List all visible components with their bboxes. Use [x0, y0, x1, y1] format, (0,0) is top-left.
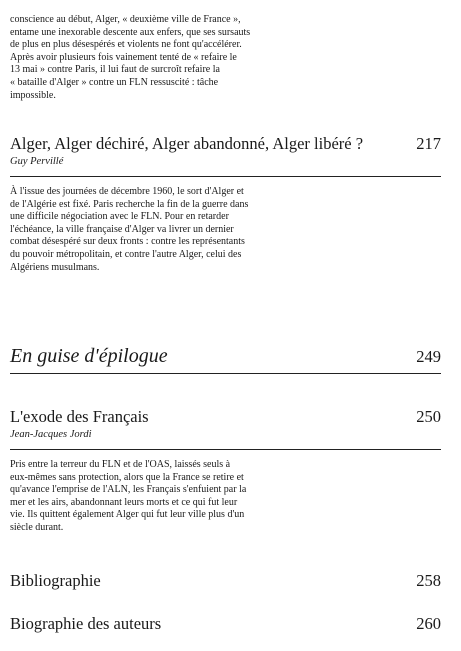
- toc-entry-author: Guy Pervillé: [10, 156, 64, 167]
- toc-entry-page-number: 260: [416, 614, 441, 633]
- text-line: vie. Ils quittent également Alger qui fut leur ville plus d'un: [10, 509, 245, 521]
- text-line: siècle durant.: [10, 521, 64, 533]
- toc-entry-page-number: 250: [416, 407, 441, 426]
- text-line: du pouvoir métropolitain, et contre l'autre Alger, celui des: [10, 248, 242, 260]
- toc-entry-author: Jean-Jacques Jordi: [10, 429, 92, 440]
- toc-entry-bibliography: Bibliographie: [10, 571, 101, 590]
- divider-rule: [10, 176, 441, 177]
- text-line: 13 mai » contre Paris, il lui faut de surcroît refaire la: [10, 64, 220, 76]
- section-title-epilogue: En guise d'épilogue: [10, 345, 168, 367]
- text-line: entame une inexorable descente aux enfers, que ses sursauts: [10, 26, 251, 38]
- toc-entry-author-biographies: Biographie des auteurs: [10, 614, 162, 633]
- text-line: de l'Algérie est fixé. Paris recherche la fin de la guerre dans: [10, 198, 249, 210]
- toc-entry-page-number: 217: [416, 134, 441, 153]
- toc-entry-summary: [10, 459, 246, 535]
- text-line: l'échéance, la ville française d'Alger va livrer un dernier: [10, 223, 234, 235]
- text-line: combat désespéré sur deux fronts : contre les représentants: [10, 236, 245, 248]
- section-page-number: 249: [416, 347, 441, 366]
- divider-rule: [10, 373, 441, 374]
- divider-rule: [10, 449, 441, 450]
- toc-entry-title: L'exode des Français: [10, 407, 149, 426]
- text-line: « bataille d'Alger » contre un FLN ressuscité : tâche: [10, 76, 219, 88]
- text-line: Pris entre la terreur du FLN et de l'OAS, laissés seuls à: [10, 459, 231, 470]
- text-line: une difficile négociation avec le FLN. Pour en retarder: [10, 211, 229, 223]
- toc-entry-summary: [10, 186, 248, 274]
- text-line: Algériens musulmans.: [10, 261, 100, 273]
- text-line: À l'issue des journées de décembre 1960, le sort d'Alger et: [10, 186, 244, 197]
- toc-entry-title: Alger, Alger déchiré, Alger abandonné, Alger libéré ?: [10, 134, 364, 153]
- text-line: mer et les airs, abandonnant leurs morts et ce qui fut leur: [10, 496, 238, 508]
- text-line: impossible.: [10, 89, 56, 101]
- text-line: conscience au début, Alger, « deuxième ville de France »,: [10, 14, 241, 25]
- intro-paragraph: [10, 14, 250, 102]
- text-line: eux-mêmes sans protection, alors que la France se retire et: [10, 471, 244, 483]
- toc-entry-page-number: 258: [416, 571, 441, 590]
- text-line: de plus en plus désespérés et violents ne font qu'accélérer.: [10, 39, 242, 51]
- text-line: qu'avance l'emprise de l'ALN, les Français s'enfuient par la: [10, 484, 247, 496]
- text-line: Après avoir plusieurs fois vainement tenté de « refaire le: [10, 51, 237, 63]
